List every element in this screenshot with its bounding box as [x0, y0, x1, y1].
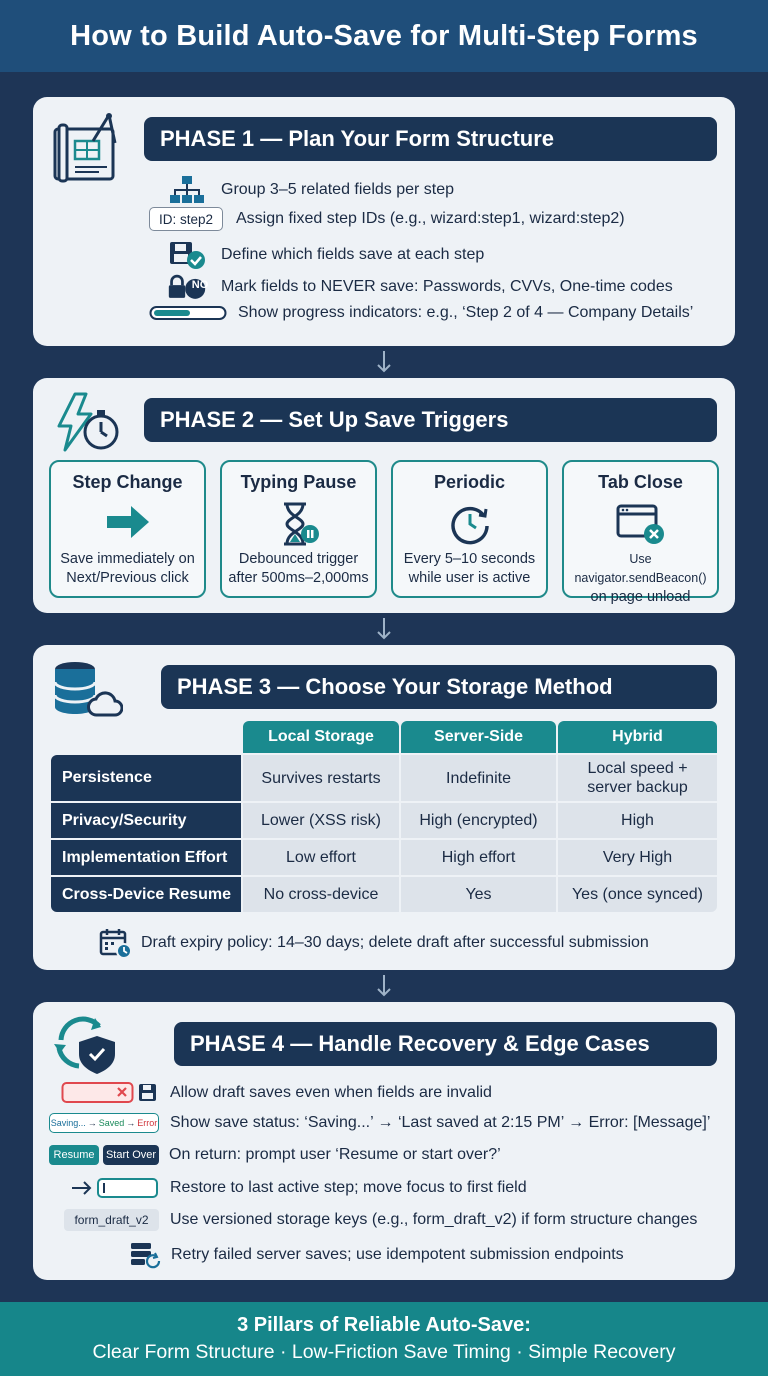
save-check-icon — [167, 240, 207, 270]
focus-field-icon — [71, 1177, 159, 1199]
table-cell: Indefinite — [401, 755, 556, 801]
phase1-panel — [33, 97, 735, 346]
trigger-card-step-change: Step Change Save immediately on Next/Previous click — [49, 460, 206, 598]
browser-close-icon — [564, 502, 717, 546]
save-status-chip: Saving... → Saved → Error — [49, 1113, 159, 1133]
step-id-badge: ID: step2 — [149, 207, 223, 231]
hourglass-pause-icon — [222, 502, 375, 546]
table-cell: High (encrypted) — [401, 803, 556, 838]
table-cell: High effort — [401, 840, 556, 875]
trigger-card-periodic: Periodic Every 5–10 seconds while user is active — [391, 460, 548, 598]
row-label: Implementation Effort — [51, 840, 241, 875]
column-header: Server-Side — [401, 721, 556, 753]
progress-bar-icon — [149, 304, 227, 322]
row-label: Cross-Device Resume — [51, 877, 241, 912]
flow-arrow — [374, 349, 394, 375]
phase1-item: Show progress indicators: e.g., ‘Step 2 of 4 — Company Details’ — [149, 304, 693, 322]
column-header: Hybrid — [558, 721, 717, 753]
footer-banner — [0, 1302, 768, 1376]
flow-arrow — [374, 616, 394, 642]
phase2-panel — [33, 378, 735, 613]
sync-shield-icon — [51, 1014, 123, 1081]
lock-no-icon: NO — [167, 272, 207, 302]
flow-arrow — [374, 973, 394, 999]
start-over-button[interactable]: Start Over — [103, 1145, 159, 1165]
table-cell: Yes (once synced) — [558, 877, 717, 912]
table-cell: Survives restarts — [243, 755, 399, 801]
phase1-item: ID: step2 Assign fixed step IDs (e.g., wizard:step1, wizard:step2) — [149, 207, 625, 231]
resume-button[interactable]: Resume — [49, 1145, 99, 1165]
phase4-panel — [33, 1002, 735, 1280]
table-cell: High — [558, 803, 717, 838]
bolt-stopwatch-icon — [53, 392, 123, 459]
table-cell: Low effort — [243, 840, 399, 875]
calendar-clock-icon — [99, 927, 133, 959]
phase3-title: PHASE 3 — Choose Your Storage Method — [161, 665, 717, 709]
hierarchy-icon — [167, 175, 207, 205]
invalid-field-save-icon — [61, 1081, 159, 1105]
clock-refresh-icon — [393, 502, 546, 546]
phase2-title: PHASE 2 — Set Up Save Triggers — [144, 398, 717, 442]
phase4-item: Saving... → Saved → Error Show save status: ‘Saving...’ → ‘Last saved at 2:15 PM’ → Error: [Message]’ — [50, 1114, 711, 1131]
phase1-item: NO Mark fields to NEVER save: Passwords, CVVs, One-time codes — [167, 272, 673, 302]
database-cloud-icon — [51, 659, 123, 726]
phase4-item: Retry failed server saves; use idempotent submission endpoints — [129, 1241, 624, 1269]
expiry-note: Draft expiry policy: 14–30 days; delete draft after successful submission — [99, 927, 649, 959]
table-cell: No cross-device — [243, 877, 399, 912]
footer-pillars: Clear Form Structure · Low-Friction Save Timing · Simple Recovery — [92, 1341, 676, 1363]
phase1-item: Define which fields save at each step — [167, 240, 484, 270]
blueprint-compass-icon — [49, 111, 125, 192]
row-label: Persistence — [51, 755, 241, 801]
table-cell: Local speed + server backup — [558, 755, 717, 801]
footer-heading: 3 Pillars of Reliable Auto-Save: — [237, 1314, 531, 1336]
server-retry-icon — [129, 1241, 161, 1269]
phase1-item: Group 3–5 related fields per step — [167, 175, 454, 205]
storage-key-badge: form_draft_v2 — [64, 1209, 159, 1231]
phase4-item: Restore to last active step; move focus to first field — [71, 1177, 527, 1199]
page-title: How to Build Auto-Save for Multi-Step Forms — [0, 0, 768, 72]
trigger-card-typing-pause: Typing Pause Debounced trigger after 500ms–2,000ms — [220, 460, 377, 598]
table-cell: Lower (XSS risk) — [243, 803, 399, 838]
phase4-item: Allow draft saves even when fields are invalid — [61, 1081, 492, 1105]
phase4-item: form_draft_v2 Use versioned storage keys (e.g., form_draft_v2) if form structure changes — [64, 1209, 697, 1231]
column-header: Local Storage — [243, 721, 399, 753]
row-label: Privacy/Security — [51, 803, 241, 838]
arrow-right-icon — [51, 502, 204, 546]
phase1-title: PHASE 1 — Plan Your Form Structure — [144, 117, 717, 161]
table-cell: Yes — [401, 877, 556, 912]
phase4-title: PHASE 4 — Handle Recovery & Edge Cases — [174, 1022, 717, 1066]
phase3-panel — [33, 645, 735, 970]
phase4-item: Resume Start Over On return: prompt user ‘Resume or start over?’ — [49, 1145, 501, 1165]
trigger-card-tab-close: Tab Close Use navigator.sendBeacon() on page unload — [562, 460, 719, 598]
table-cell: Very High — [558, 840, 717, 875]
